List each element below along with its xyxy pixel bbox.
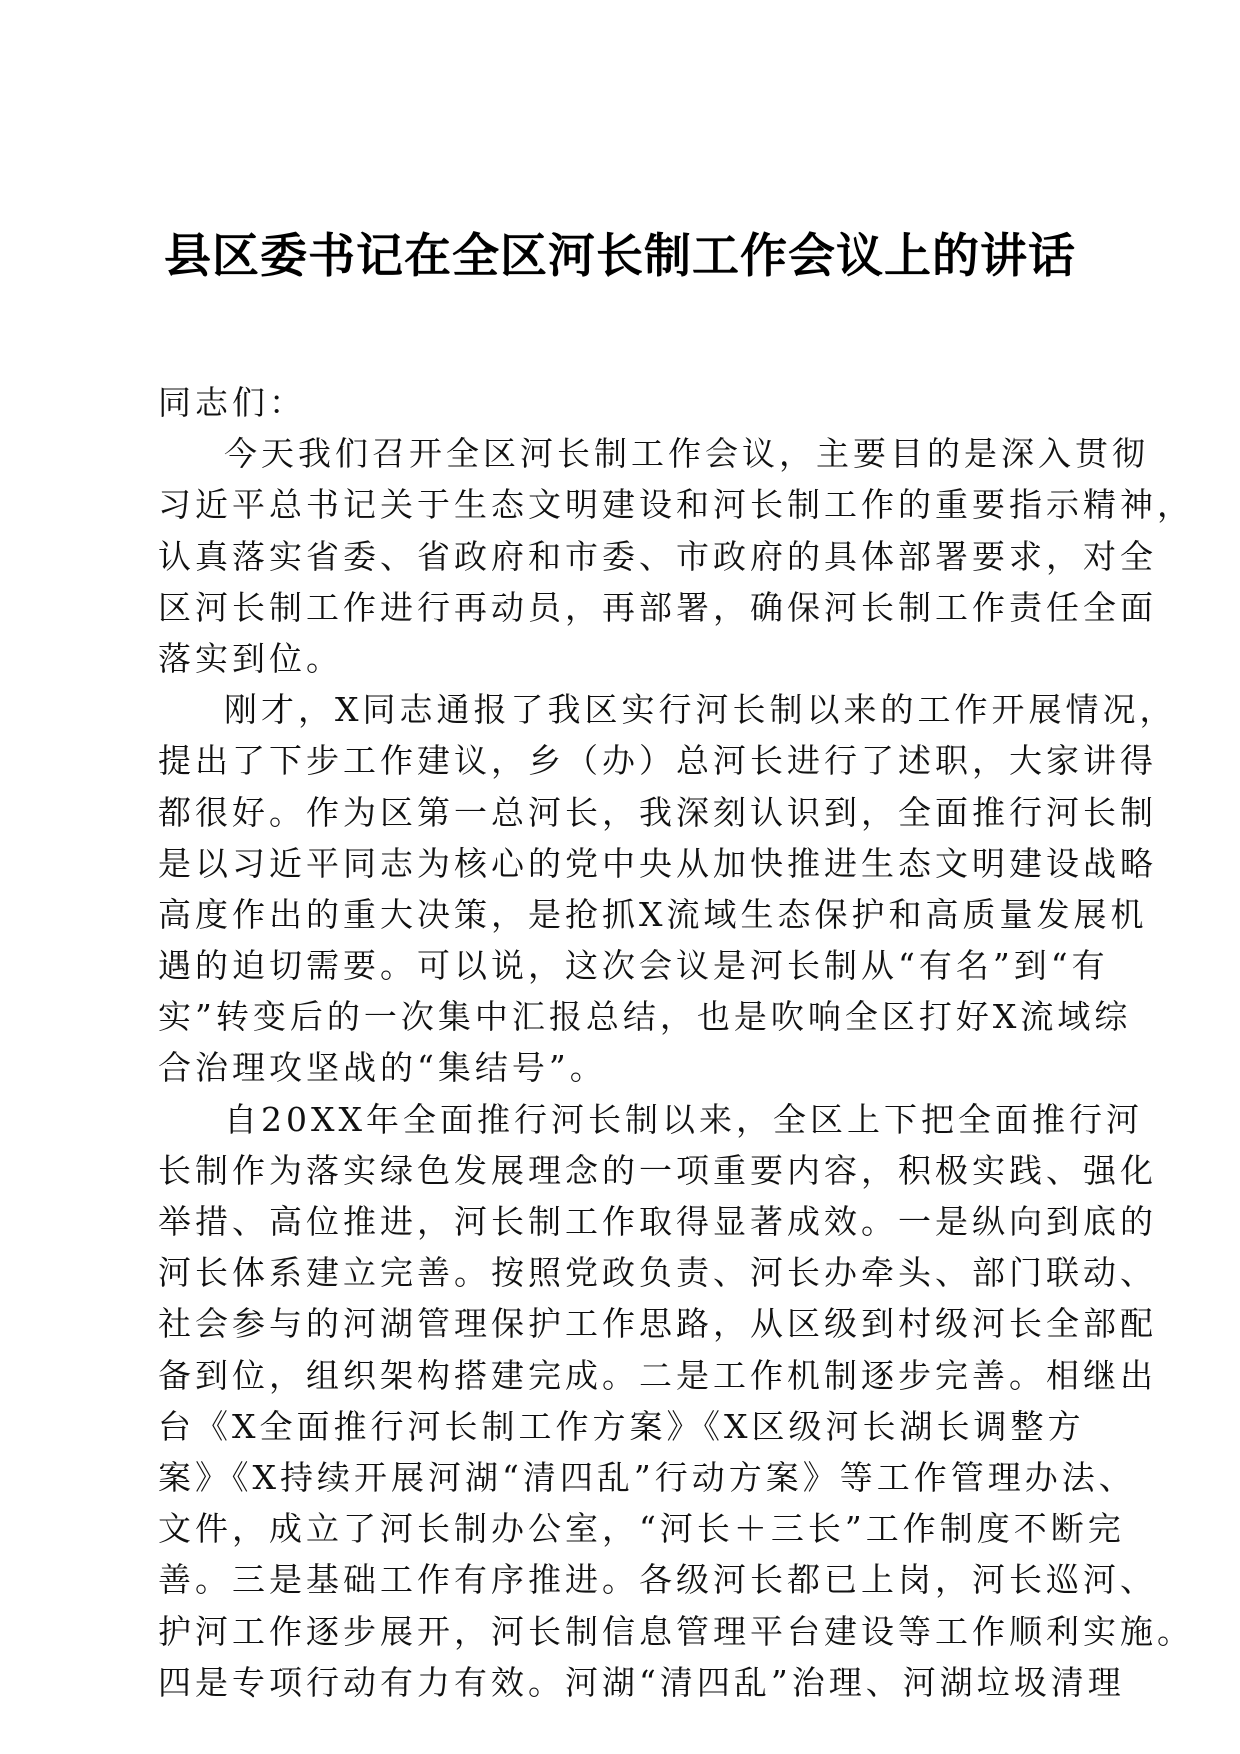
salutation: 同志们：: [158, 383, 306, 422]
paragraph-3-line-5: 社会参与的河湖管理保护工作思路，从区级到村级河长全部配: [158, 1304, 1157, 1344]
document-title: 县区委书记在全区河长制工作会议上的讲话: [164, 229, 1076, 284]
paragraph-3-line-11: 护河工作逐步展开，河长制信息管理平台建设等工作顺利实施。: [158, 1611, 1194, 1651]
paragraph-1-line-3: 认真落实省委、省政府和市委、市政府的具体部署要求，对全: [158, 536, 1157, 576]
paragraph-1-line-4: 区河长制工作进行再动员，再部署，确保河长制工作责任全面: [158, 587, 1157, 627]
paragraph-3-line-6: 备到位，组织架构搭建完成。二是工作机制逐步完善。相继出: [158, 1355, 1157, 1395]
paragraph-2-line-1: 刚才，X同志通报了我区实行河长制以来的工作开展情况，: [224, 690, 1177, 730]
document-body: [158, 377, 1194, 1708]
paragraph-3-line-3: 举措、高位推进，河长制工作取得显著成效。一是纵向到底的: [158, 1202, 1157, 1241]
paragraph-3-line-9: 文件，成立了河长制办公室，“河长＋三长”工作制度不断完: [158, 1509, 1125, 1549]
paragraph-2-line-2: 提出了下步工作建议，乡（办）总河长进行了述职，大家讲得: [158, 741, 1157, 781]
paragraph-2-line-3: 都很好。作为区第一总河长，我深刻认识到，全面推行河长制: [158, 792, 1157, 832]
paragraph-2-line-8: 合治理攻坚战的“集结号”。: [158, 1048, 607, 1088]
paragraph-3-line-1: 自20XX年全面推行河长制以来，全区上下把全面推行河: [224, 1099, 1143, 1139]
paragraph-3-line-7: 台《X全面推行河长制工作方案》《X区级河长湖长调整方: [158, 1406, 1085, 1446]
paragraph-2-line-6: 遇的迫切需要。可以说，这次会议是河长制从“有名”到“有: [158, 946, 1109, 986]
paragraph-3-line-4: 河长体系建立完善。按照党政负责、河长办牵头、部门联动、: [158, 1253, 1157, 1293]
paragraph-2-line-5: 高度作出的重大决策，是抢抓X流域生态保护和高质量发展机: [158, 894, 1148, 934]
paragraph-1-line-1: 今天我们召开全区河长制工作会议，主要目的是深入贯彻: [224, 434, 1149, 474]
paragraph-2-line-7: 实”转变后的一次集中汇报总结，也是吹响全区打好X流域综: [158, 997, 1132, 1037]
paragraph-3-line-12: 四是专项行动有力有效。河湖“清四乱”治理、河湖垃圾清理: [158, 1662, 1125, 1702]
paragraph-1-line-5: 落实到位。: [158, 638, 343, 678]
paragraph-1-line-2: 习近平总书记关于生态文明建设和河长制工作的重要指示精神，: [158, 485, 1194, 525]
paragraph-3-line-8: 案》《X持续开展河湖“清四乱”行动方案》等工作管理办法、: [158, 1457, 1136, 1497]
paragraph-2-line-4: 是以习近平同志为核心的党中央从加快推进生态文明建设战略: [158, 843, 1157, 883]
paragraph-3-line-2: 长制作为落实绿色发展理念的一项重要内容，积极实践、强化: [158, 1150, 1157, 1190]
paragraph-3-line-10: 善。三是基础工作有序推进。各级河长都已上岗，河长巡河、: [158, 1560, 1157, 1600]
